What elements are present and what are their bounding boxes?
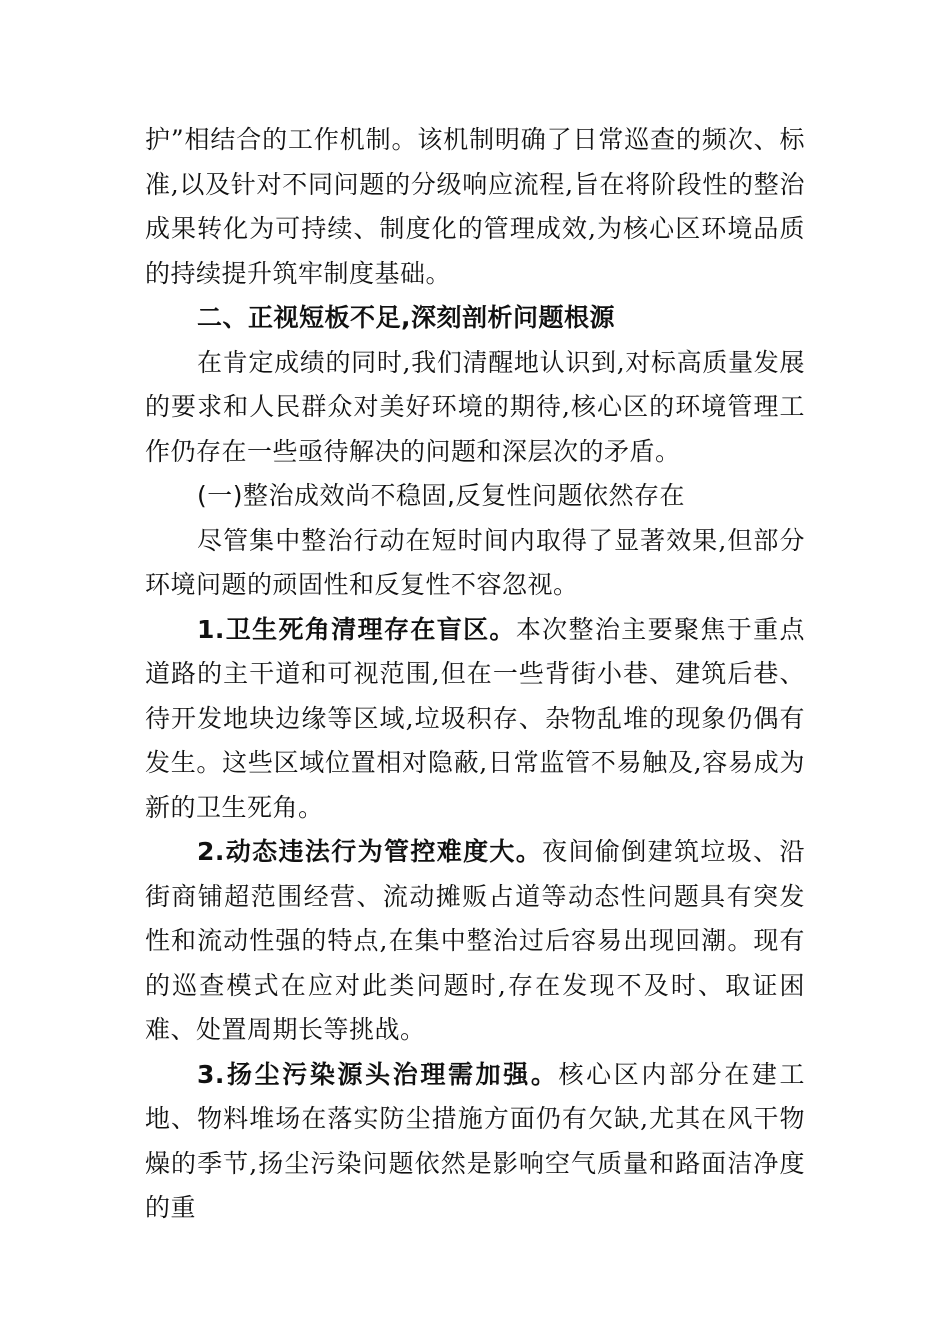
item-3-body: 核心区内部分在建工地、物料堆场在落实防尘措施方面仍有欠缺,尤其在风干物燥的季节,扬尘污染问题依然是影响空气质量和路面洁净度的重 bbox=[145, 1059, 805, 1222]
item-paragraph-1 bbox=[145, 608, 805, 831]
subsection-1-heading: (一)整治成效尚不稳固,反复性问题依然存在 bbox=[197, 481, 685, 510]
item-2-lead: 2.动态违法行为管控难度大。 bbox=[197, 837, 543, 866]
item-paragraph-2 bbox=[145, 830, 805, 1053]
item-3-lead: 3.扬尘污染源头治理需加强。 bbox=[197, 1059, 559, 1089]
document-body bbox=[145, 118, 805, 1231]
item-1-body: 本次整治主要聚焦于重点道路的主干道和可视范围,但在一些背街小巷、建筑后巷、待开发地块边缘等区域,垃圾积存、杂物乱堆的现象仍偶有发生。这些区域位置相对隐蔽,日常监管不易触及,容易成为新的卫生死角。 bbox=[145, 614, 805, 822]
section-2-heading: 二、正视短板不足,深刻剖析问题根源 bbox=[197, 303, 615, 332]
item-1-lead: 1.卫生死角清理存在盲区。 bbox=[197, 614, 516, 644]
paragraph-intro-continued: 护”相结合的工作机制。该机制明确了日常巡查的频次、标准,以及针对不同问题的分级响应流程,旨在将阶段性的整治成果转化为可持续、制度化的管理成效,为核心区环境品质的持续提升筑牢制度基础。 bbox=[145, 125, 805, 288]
subsection-1-intro-paragraph: 尽管集中整治行动在短时间内取得了显著效果,但部分环境问题的顽固性和反复性不容忽视。 bbox=[145, 525, 805, 599]
section-2-intro-paragraph: 在肯定成绩的同时,我们清醒地认识到,对标高质量发展的要求和人民群众对美好环境的期待,核心区的环境管理工作仍存在一些亟待解决的问题和深层次的矛盾。 bbox=[145, 347, 805, 466]
item-2-body: 夜间偷倒建筑垃圾、沿街商铺超范围经营、流动摊贩占道等动态性问题具有突发性和流动性强的特点,在集中整治过后容易出现回潮。现有的巡查模式在应对此类问题时,存在发现不及时、取证困难、处置周期长等挑战。 bbox=[145, 837, 805, 1044]
item-paragraph-3 bbox=[145, 1053, 805, 1231]
